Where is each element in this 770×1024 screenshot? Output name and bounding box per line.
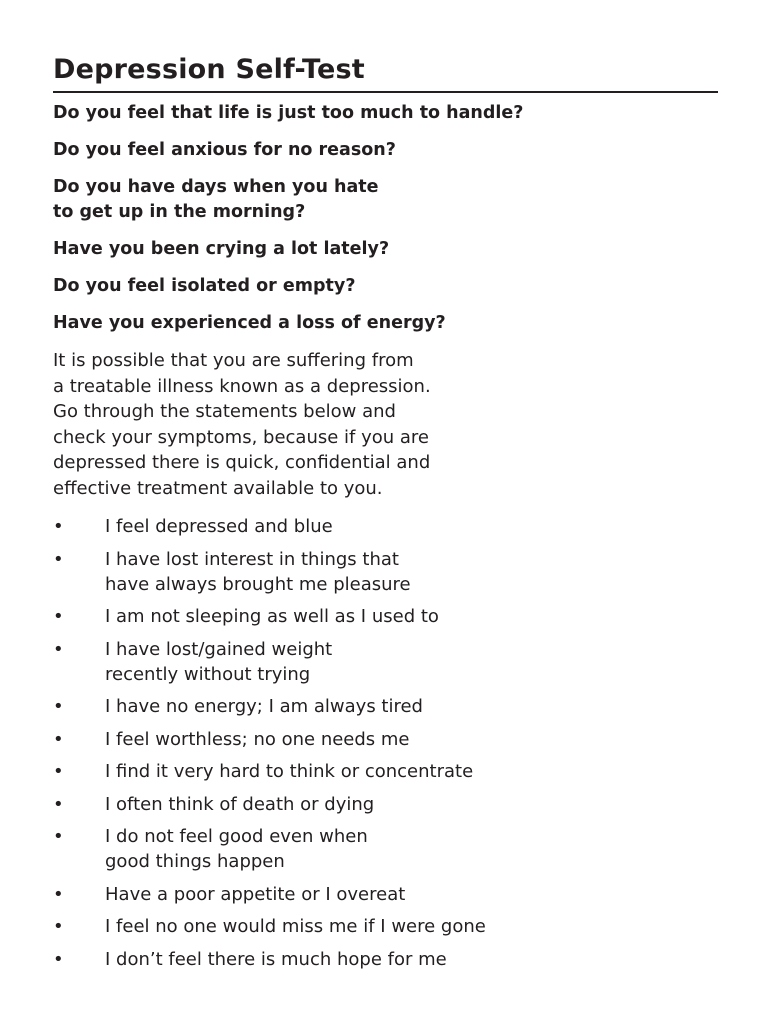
bullet-icon: • [53, 761, 64, 782]
symptom-text: I feel depressed and blue [105, 516, 333, 537]
question-item: Do you have days when you hate to get up in the morning? [53, 177, 379, 222]
bullet-icon: • [53, 916, 64, 937]
symptom-text: I have lost/gained weight recently without trying [105, 638, 333, 685]
symptom-text: I often think of death or dying [105, 793, 375, 815]
bullet-icon: • [53, 516, 64, 537]
symptom-item [53, 882, 718, 907]
intro-paragraph: It is possible that you are suffering from a treatable illness known as a depression. Go through the statements below and check your symptoms, because if you are depressed there is quick, confidential and effective treatment available to you. [53, 350, 431, 499]
symptom-text: I have no energy; I am always tired [105, 696, 423, 717]
symptom-item [53, 604, 718, 629]
bullet-icon: • [53, 606, 64, 627]
question-item: Do you feel that life is just too much to handle? [53, 103, 524, 123]
question-item: Have you been crying a lot lately? [53, 239, 390, 259]
symptom-item [53, 792, 718, 817]
bullet-icon: • [53, 883, 64, 905]
symptom-text: I am not sleeping as well as I used to [105, 606, 439, 627]
page-title: Depression Self-Test [53, 52, 718, 93]
bullet-icon: • [53, 826, 64, 847]
symptom-item [53, 694, 718, 719]
question-list [53, 101, 718, 336]
question-item: Have you experienced a loss of energy? [53, 313, 446, 333]
symptom-text: Have a poor appetite or I overeat [105, 883, 406, 905]
symptom-text: I do not feel good even when good things happen [105, 826, 368, 872]
bullet-icon: • [53, 948, 64, 970]
self-test-page [53, 52, 718, 979]
symptom-item [53, 759, 718, 784]
bullet-icon: • [53, 696, 64, 717]
symptom-list [53, 514, 718, 972]
question-item: Do you feel isolated or empty? [53, 276, 356, 296]
symptom-item [53, 727, 718, 752]
symptom-item [53, 914, 718, 939]
symptom-text: I have lost interest in things that have always brought me pleasure [105, 548, 411, 595]
symptom-text: I feel no one would miss me if I were gone [105, 916, 486, 937]
symptom-text: I feel worthless; no one needs me [105, 728, 410, 750]
bullet-icon: • [53, 793, 64, 815]
bullet-icon: • [53, 728, 64, 750]
symptom-text: I find it very hard to think or concentrate [105, 761, 474, 782]
symptom-item [53, 514, 718, 539]
question-item: Do you feel anxious for no reason? [53, 140, 396, 160]
symptom-text: I don’t feel there is much hope for me [105, 948, 447, 970]
bullet-icon: • [53, 548, 64, 570]
symptom-item [53, 637, 718, 687]
symptom-item [53, 547, 718, 597]
bullet-icon: • [53, 638, 64, 660]
symptom-item [53, 947, 718, 972]
symptom-item [53, 824, 718, 874]
